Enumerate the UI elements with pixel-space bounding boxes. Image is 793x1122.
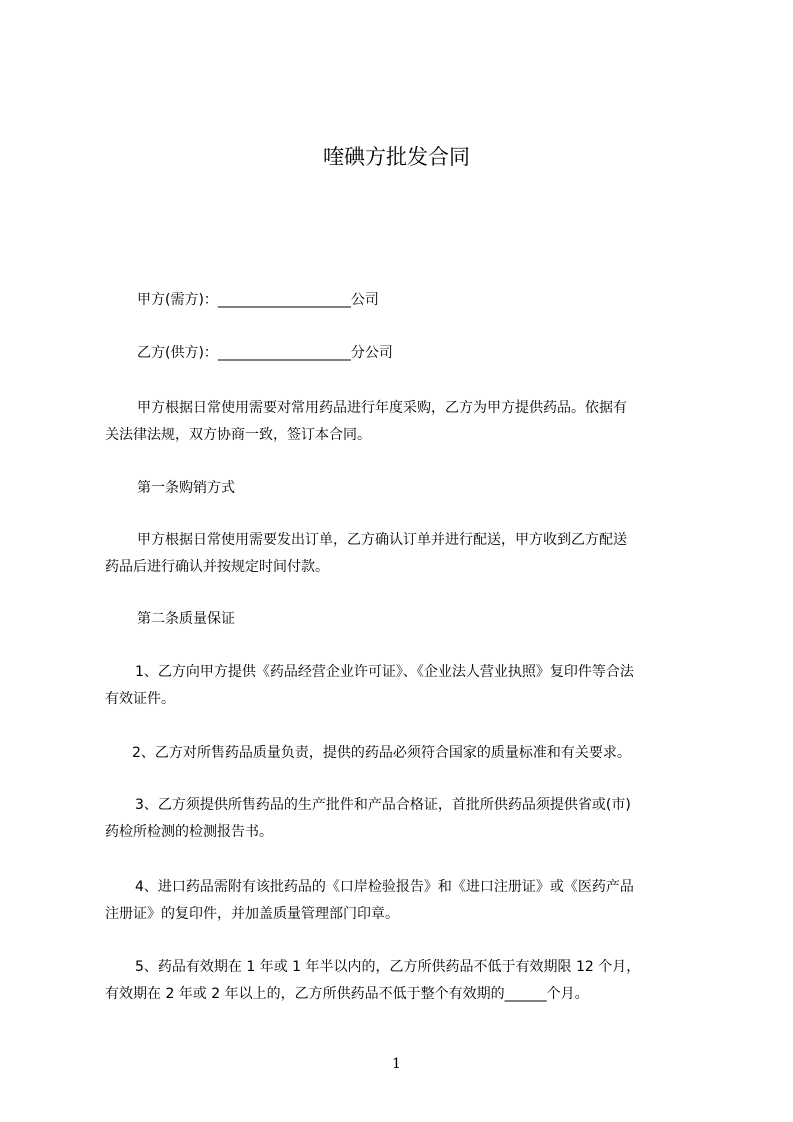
clause-4 (105, 874, 705, 928)
clause-5-line-2: 有效期在 2 年或 2 年以上的，乙方所供药品不低于整个有效期的______个月。 (105, 986, 589, 1002)
clause-5 (105, 954, 705, 1008)
article1-line-1: 甲方根据日常使用需要发出订单，乙方确认订单并进行配送，甲方收到乙方配送 (137, 532, 627, 548)
party-a-line: 甲方(需方)：___________________公司 (137, 292, 379, 308)
clause-4-line-2: 注册证》的复印件，并加盖质量管理部门印章。 (105, 906, 399, 922)
party-b-line: 乙方(供方)：___________________分公司 (137, 345, 393, 361)
clause-3 (105, 792, 705, 846)
clause-1 (105, 659, 705, 713)
clause-1-line-2: 有效证件。 (105, 691, 175, 707)
page-number: 1 (392, 1056, 401, 1072)
clause-5-line-1: 5、药品有效期在 1 年或 1 年半以内的，乙方所供药品不低于有效期限 12 个月， (135, 959, 641, 975)
clause-1-line-1: 1、乙方向甲方提供《药品经营企业许可证》、《企业法人营业执照》复印件等合法 (135, 664, 634, 680)
clause-2-line-1: 2、乙方对所售药品质量负责，提供的药品必须符合国家的质量标准和有关要求。 (132, 745, 631, 761)
article2-heading: 第二条质量保证 (137, 611, 235, 627)
intro-paragraph (105, 395, 705, 449)
article1-line-2: 药品后进行确认并按规定时间付款。 (105, 559, 329, 575)
article1-heading: 第一条购销方式 (137, 480, 235, 496)
intro-line-2: 关法律法规，双方协商一致，签订本合同。 (105, 427, 371, 443)
document-title: 喹碘方批发合同 (323, 145, 470, 169)
clause-3-line-2: 药检所检测的检测报告书。 (105, 824, 273, 840)
clause-3-line-1: 3、乙方须提供所售药品的生产批件和产品合格证，首批所供药品须提供省或(市) (135, 797, 631, 813)
intro-line-1: 甲方根据日常使用需要对常用药品进行年度采购，乙方为甲方提供药品。依据有 (137, 400, 627, 416)
clause-2 (105, 740, 705, 767)
clause-4-line-1: 4、进口药品需附有该批药品的《口岸检验报告》和《进口注册证》或《医药产品 (135, 879, 634, 895)
article1-paragraph (105, 527, 705, 581)
